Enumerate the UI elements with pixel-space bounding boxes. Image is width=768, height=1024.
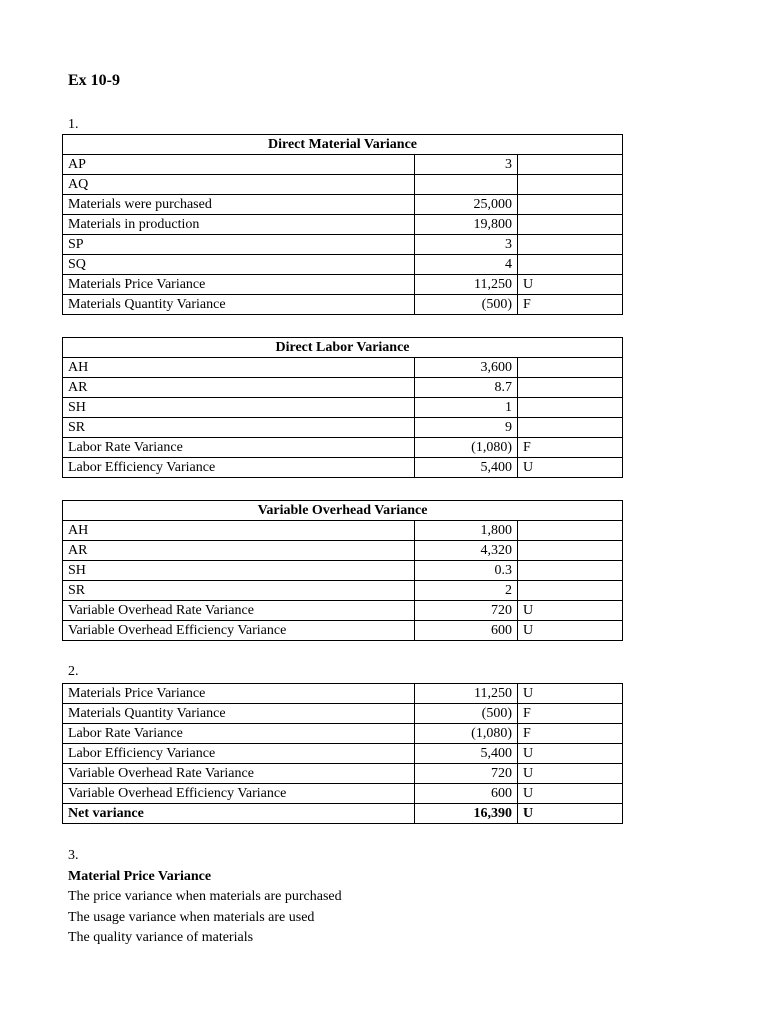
row-value: 0.3 bbox=[415, 561, 518, 581]
part3-line: The quality variance of materials bbox=[68, 930, 254, 945]
table-header-row bbox=[63, 338, 623, 358]
row-flag: U bbox=[518, 764, 623, 784]
row-flag: U bbox=[518, 458, 623, 478]
table-row bbox=[63, 561, 623, 581]
row-label: SH bbox=[63, 561, 415, 581]
row-value: 3,600 bbox=[415, 358, 518, 378]
row-flag bbox=[518, 378, 623, 398]
row-value: 5,400 bbox=[415, 744, 518, 764]
net-variance-row bbox=[63, 804, 623, 824]
part2-label: 2. bbox=[68, 664, 79, 679]
table-row bbox=[63, 684, 623, 704]
table-row bbox=[63, 764, 623, 784]
row-value: 11,250 bbox=[415, 275, 518, 295]
direct-labor-variance-table bbox=[62, 337, 623, 478]
row-value bbox=[415, 175, 518, 195]
table-header-row bbox=[63, 501, 623, 521]
net-variance-label: Net variance bbox=[63, 804, 415, 824]
row-label: AH bbox=[63, 521, 415, 541]
row-flag bbox=[518, 155, 623, 175]
row-label: AR bbox=[63, 541, 415, 561]
row-flag: U bbox=[518, 784, 623, 804]
row-label: Materials Price Variance bbox=[63, 684, 415, 704]
row-flag bbox=[518, 418, 623, 438]
row-value: 1,800 bbox=[415, 521, 518, 541]
row-flag bbox=[518, 255, 623, 275]
row-label: AR bbox=[63, 378, 415, 398]
row-flag bbox=[518, 541, 623, 561]
row-value: (1,080) bbox=[415, 438, 518, 458]
table-row bbox=[63, 704, 623, 724]
row-label: Labor Rate Variance bbox=[63, 724, 415, 744]
row-value: 4 bbox=[415, 255, 518, 275]
row-flag bbox=[518, 561, 623, 581]
row-flag: F bbox=[518, 724, 623, 744]
row-value: 19,800 bbox=[415, 215, 518, 235]
row-flag bbox=[518, 215, 623, 235]
table-row bbox=[63, 195, 623, 215]
table-heading: Variable Overhead Variance bbox=[63, 501, 623, 521]
table-row bbox=[63, 235, 623, 255]
table-row bbox=[63, 398, 623, 418]
row-label: Materials were purchased bbox=[63, 195, 415, 215]
row-flag: F bbox=[518, 295, 623, 315]
row-flag bbox=[518, 175, 623, 195]
net-variance-flag: U bbox=[518, 804, 623, 824]
row-value: (500) bbox=[415, 295, 518, 315]
variable-overhead-variance-table bbox=[62, 500, 623, 641]
row-flag: F bbox=[518, 438, 623, 458]
table-row bbox=[63, 744, 623, 764]
part3-heading: Material Price Variance bbox=[68, 868, 212, 884]
variance-summary-table bbox=[62, 683, 623, 824]
row-label: Variable Overhead Efficiency Variance bbox=[63, 784, 415, 804]
row-flag bbox=[518, 358, 623, 378]
row-flag bbox=[518, 195, 623, 215]
part3-label: 3. bbox=[68, 848, 79, 863]
row-label: AH bbox=[63, 358, 415, 378]
row-value: 25,000 bbox=[415, 195, 518, 215]
row-value: 600 bbox=[415, 784, 518, 804]
part3-notes bbox=[68, 846, 342, 949]
part1-label: 1. bbox=[68, 117, 79, 132]
row-flag bbox=[518, 398, 623, 418]
page-title: Ex 10-9 bbox=[68, 72, 120, 89]
row-flag: U bbox=[518, 275, 623, 295]
row-value: (500) bbox=[415, 704, 518, 724]
row-flag bbox=[518, 235, 623, 255]
row-flag: U bbox=[518, 621, 623, 641]
row-flag: F bbox=[518, 704, 623, 724]
row-value: 5,400 bbox=[415, 458, 518, 478]
table-row bbox=[63, 724, 623, 744]
row-value: 3 bbox=[415, 155, 518, 175]
part3-line: The usage variance when materials are used bbox=[68, 909, 315, 925]
table-row bbox=[63, 175, 623, 195]
table-row bbox=[63, 438, 623, 458]
table-heading: Direct Labor Variance bbox=[63, 338, 623, 358]
row-flag bbox=[518, 581, 623, 601]
row-value: 1 bbox=[415, 398, 518, 418]
row-label: Variable Overhead Efficiency Variance bbox=[63, 621, 415, 641]
row-value: 8.7 bbox=[415, 378, 518, 398]
row-value: 11,250 bbox=[415, 684, 518, 704]
row-label: Labor Efficiency Variance bbox=[63, 458, 415, 478]
table-row bbox=[63, 784, 623, 804]
row-value: 2 bbox=[415, 581, 518, 601]
table-row bbox=[63, 378, 623, 398]
row-value: 3 bbox=[415, 235, 518, 255]
direct-material-variance-table bbox=[62, 134, 623, 315]
table-row bbox=[63, 601, 623, 621]
row-label: AQ bbox=[63, 175, 415, 195]
row-label: SH bbox=[63, 398, 415, 418]
row-label: Materials Quantity Variance bbox=[63, 295, 415, 315]
table-row bbox=[63, 215, 623, 235]
row-value: 720 bbox=[415, 601, 518, 621]
net-variance-value: 16,390 bbox=[415, 804, 518, 824]
row-flag bbox=[518, 521, 623, 541]
table-row bbox=[63, 275, 623, 295]
part3-line: The price variance when materials are purchased bbox=[68, 889, 342, 904]
row-flag: U bbox=[518, 684, 623, 704]
table-row bbox=[63, 255, 623, 275]
row-value: 600 bbox=[415, 621, 518, 641]
row-label: Variable Overhead Rate Variance bbox=[63, 601, 415, 621]
table-row bbox=[63, 458, 623, 478]
row-label: SR bbox=[63, 581, 415, 601]
row-label: AP bbox=[63, 155, 415, 175]
row-label: Labor Rate Variance bbox=[63, 438, 415, 458]
row-label: SP bbox=[63, 235, 415, 255]
row-label: Labor Efficiency Variance bbox=[63, 744, 415, 764]
row-label: SQ bbox=[63, 255, 415, 275]
table-row bbox=[63, 521, 623, 541]
table-row bbox=[63, 358, 623, 378]
table-row bbox=[63, 621, 623, 641]
row-label: Variable Overhead Rate Variance bbox=[63, 764, 415, 784]
table-header-row bbox=[63, 135, 623, 155]
row-value: (1,080) bbox=[415, 724, 518, 744]
table-row bbox=[63, 541, 623, 561]
table-row bbox=[63, 295, 623, 315]
row-flag: U bbox=[518, 601, 623, 621]
row-flag: U bbox=[518, 744, 623, 764]
row-value: 720 bbox=[415, 764, 518, 784]
table-row bbox=[63, 155, 623, 175]
table-heading: Direct Material Variance bbox=[63, 135, 623, 155]
row-label: Materials Price Variance bbox=[63, 275, 415, 295]
row-label: SR bbox=[63, 418, 415, 438]
table-row bbox=[63, 581, 623, 601]
row-value: 4,320 bbox=[415, 541, 518, 561]
row-label: Materials Quantity Variance bbox=[63, 704, 415, 724]
table-row bbox=[63, 418, 623, 438]
row-label: Materials in production bbox=[63, 215, 415, 235]
row-value: 9 bbox=[415, 418, 518, 438]
